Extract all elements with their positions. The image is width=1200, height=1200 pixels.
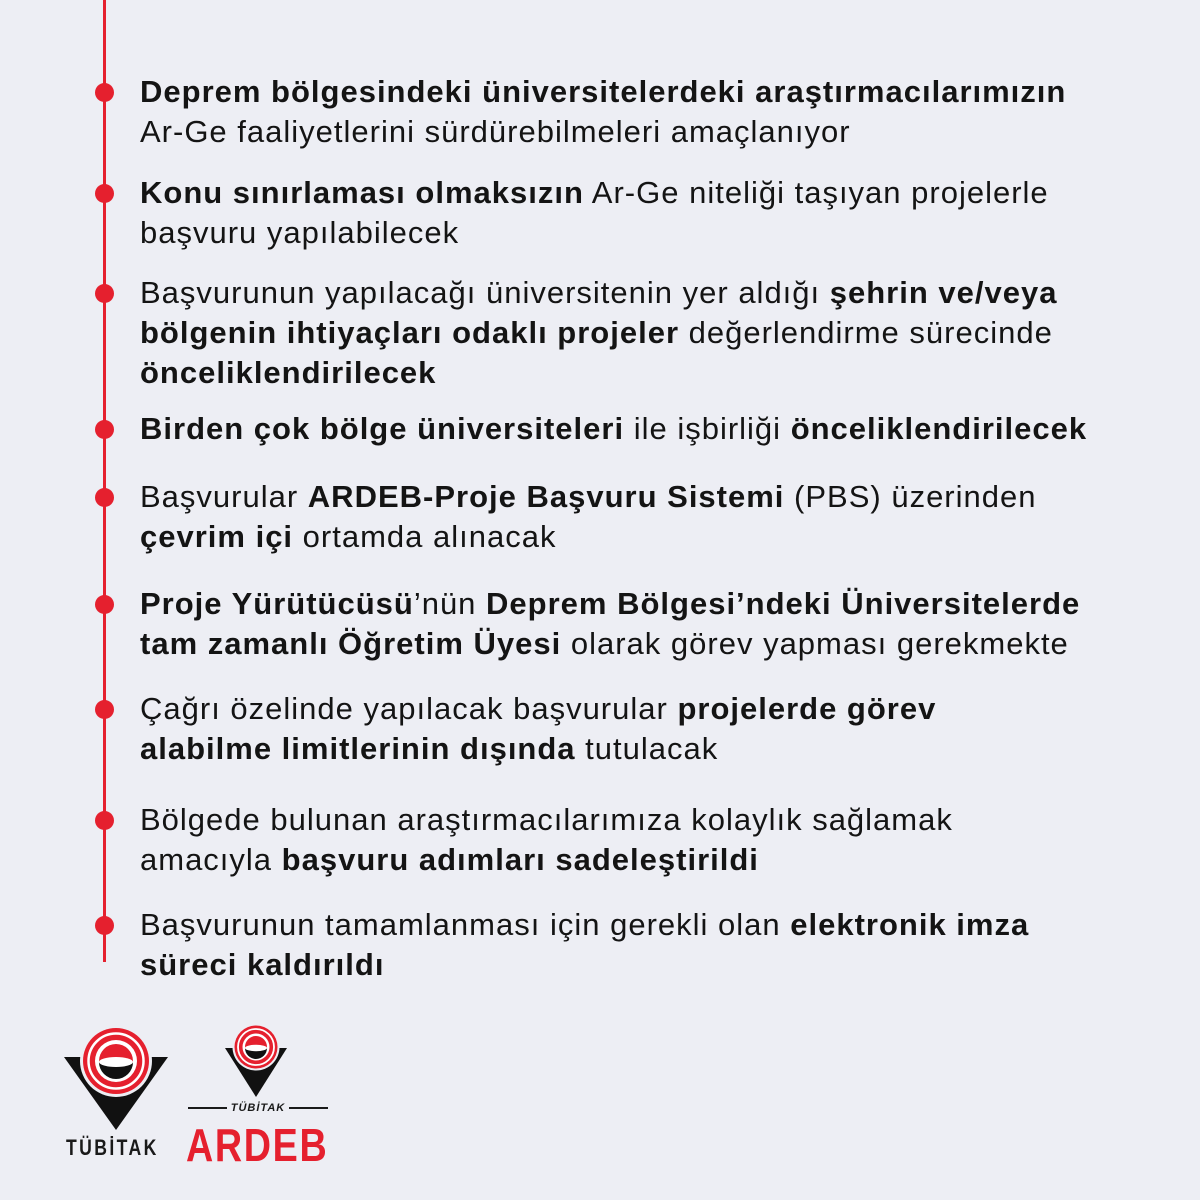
- bold-text: Deprem Bölgesi’ndeki Üniversitelerde: [486, 586, 1081, 621]
- text-line: [140, 840, 953, 880]
- text-line: [140, 313, 1057, 353]
- text-line: [140, 112, 1066, 152]
- tubitak-emblem-icon: [60, 1018, 172, 1134]
- bold-text: önceliklendirilecek: [140, 355, 437, 390]
- regular-text: değerlendirme sürecinde: [679, 315, 1053, 350]
- text-line: [140, 689, 936, 729]
- bold-text: Konu sınırlaması olmaksızın: [140, 175, 584, 210]
- timeline-bullet: [95, 811, 114, 830]
- bullet-text: [140, 477, 1036, 557]
- regular-text: (PBS) üzerinden: [784, 479, 1037, 514]
- bold-text: önceliklendirilecek: [790, 411, 1088, 446]
- bold-text: ARDEB-Proje Başvuru Sistemi: [307, 479, 785, 514]
- ardeb-wordmark: ARDEB: [186, 1119, 329, 1171]
- regular-text: tutulacak: [575, 731, 719, 766]
- bold-text: şehrin ve/veya: [829, 275, 1058, 310]
- text-line: [140, 72, 1066, 112]
- regular-text: başvuru yapılabilecek: [140, 215, 460, 250]
- text-line: [140, 409, 1087, 449]
- tubitak-wordmark: TÜBİTAK: [66, 1135, 159, 1160]
- regular-text: Bölgede bulunan araştırmacılarımıza kolaylık sağlamak: [140, 802, 953, 837]
- text-line: [140, 800, 953, 840]
- timeline-bullet: [95, 700, 114, 719]
- text-line: [140, 477, 1036, 517]
- bullet-text: [140, 584, 1080, 664]
- bold-text: alabilme limitlerinin dışında: [140, 731, 576, 766]
- timeline-bullet: [95, 184, 114, 203]
- bold-text: tam zamanlı Öğretim Üyesi: [140, 626, 562, 661]
- bullet-text: [140, 800, 953, 880]
- regular-text: ile işbirliği: [624, 411, 791, 446]
- bullet-text: [140, 273, 1057, 393]
- timeline-bullet: [95, 83, 114, 102]
- text-line: [140, 213, 1049, 253]
- timeline-bullet: [95, 420, 114, 439]
- bullet-text: [140, 72, 1066, 152]
- timeline-bullet: [95, 595, 114, 614]
- timeline-bullet: [95, 284, 114, 303]
- text-line: [140, 173, 1049, 213]
- ardeb-subtitle: [188, 1100, 328, 1116]
- text-line: [140, 273, 1057, 313]
- bold-text: Proje Yürütücüsü: [140, 586, 414, 621]
- text-line: [140, 353, 1057, 393]
- ardeb-emblem-icon: [222, 1022, 290, 1100]
- timeline-bullet: [95, 488, 114, 507]
- ardeb-rule-left: [188, 1107, 227, 1109]
- regular-text: ortamda alınacak: [293, 519, 557, 554]
- bullet-text: [140, 409, 1087, 449]
- regular-text: Başvurular: [140, 479, 308, 514]
- ardeb-subtitle-text: TÜBİTAK: [230, 1102, 286, 1114]
- regular-text: amacıyla: [140, 842, 282, 877]
- regular-text: Başvurunun tamamlanması için gerekli olan: [140, 907, 791, 942]
- text-line: [140, 729, 936, 769]
- regular-text: olarak görev yapması gerekmekte: [561, 626, 1069, 661]
- text-line: [140, 517, 1036, 557]
- regular-text: Çağrı özelinde yapılacak başvurular: [140, 691, 678, 726]
- ardeb-rule-right: [289, 1107, 328, 1109]
- bullet-text: [140, 173, 1049, 253]
- regular-text: ’nün: [413, 586, 487, 621]
- bold-text: projelerde görev: [677, 691, 937, 726]
- regular-text: Başvurunun yapılacağı üniversitenin yer aldığı: [140, 275, 830, 310]
- text-line: [140, 624, 1080, 664]
- bold-text: çevrim içi: [140, 519, 294, 554]
- bold-text: Birden çok bölge üniversiteleri: [140, 411, 625, 446]
- bold-text: süreci kaldırıldı: [140, 947, 385, 982]
- bold-text: elektronik imza: [790, 907, 1030, 942]
- text-line: [140, 945, 1029, 985]
- text-line: [140, 584, 1080, 624]
- regular-text: Ar-Ge niteliği taşıyan projelerle: [583, 175, 1049, 210]
- regular-text: Ar-Ge faaliyetlerini sürdürebilmeleri amaçlanıyor: [140, 114, 851, 149]
- bold-text: başvuru adımları sadeleştirildi: [281, 842, 759, 877]
- bold-text: Deprem bölgesindeki üniversitelerdeki araştırmacılarımızın: [140, 74, 1067, 109]
- text-line: [140, 905, 1029, 945]
- bullet-text: [140, 905, 1029, 985]
- timeline-bullet: [95, 916, 114, 935]
- bold-text: bölgenin ihtiyaçları odaklı projeler: [140, 315, 680, 350]
- bullet-text: [140, 689, 936, 769]
